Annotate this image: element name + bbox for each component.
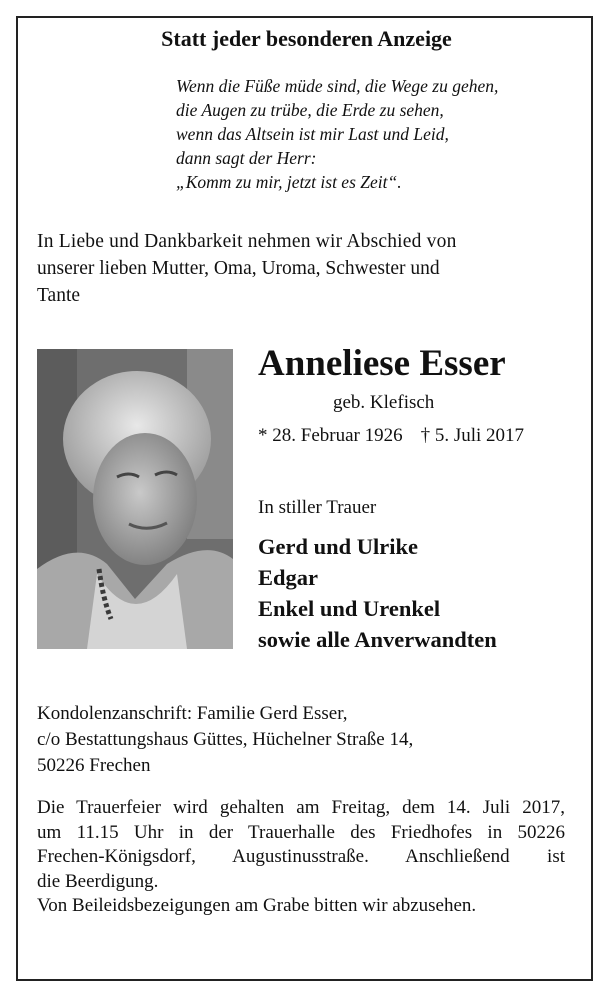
poem (176, 74, 498, 194)
funeral-line: um 11.15 Uhr in der Trauerhalle des Friedhofes in 50226 (37, 821, 565, 843)
maiden-name: geb. Klefisch (333, 392, 435, 413)
death-date: † 5. Juli 2017 (420, 425, 525, 446)
funeral-line: die Beerdigung. (37, 870, 159, 892)
mourner-line: Gerd und Ulrike (258, 534, 419, 559)
intro-line: In Liebe und Dankbarkeit nehmen wir Abschied von (37, 231, 457, 252)
poem-line: dann sagt der Herr: (176, 148, 317, 168)
funeral-details (37, 796, 565, 919)
poem-line: Wenn die Füße müde sind, die Wege zu gehen, (176, 76, 499, 96)
intro-line: Tante (37, 285, 81, 306)
life-dates (258, 425, 524, 447)
mourners-list (258, 531, 497, 655)
mourning-label: In stiller Trauer (258, 497, 377, 518)
portrait-illustration (37, 349, 233, 649)
mourner-line: Enkel und Urenkel (258, 596, 441, 621)
intro-text (37, 228, 565, 309)
poem-line: „Komm zu mir, jetzt ist es Zeit“. (176, 172, 402, 192)
address-line: c/o Bestattungshaus Güttes, Hüchelner Straße 14, (37, 729, 414, 750)
notice-heading: Statt jeder besonderen Anzeige (161, 26, 452, 51)
funeral-line: Die Trauerfeier wird gehalten am Freitag, dem 14. Juli 2017, (37, 797, 565, 818)
funeral-line: Von Beileidsbezeigungen am Grabe bitten wir abzusehen. (37, 895, 477, 916)
funeral-line: Frechen-Königsdorf, Augustinusstraße. Anschließend ist (37, 846, 565, 867)
portrait-photo (37, 349, 233, 649)
mourner-line: Edgar (258, 565, 319, 590)
intro-line: unserer lieben Mutter, Oma, Uroma, Schwester und (37, 258, 440, 279)
poem-line: wenn das Altsein ist mir Last und Leid, (176, 124, 449, 144)
mourner-line: sowie alle Anverwandten (258, 627, 497, 652)
birth-date: * 28. Februar 1926 (258, 425, 403, 446)
condolence-address (37, 701, 413, 779)
address-line: Kondolenzanschrift: Familie Gerd Esser, (37, 703, 348, 724)
address-line: 50226 Frechen (37, 755, 151, 776)
deceased-name: Anneliese Esser (258, 343, 506, 384)
poem-line: die Augen zu trübe, die Erde zu sehen, (176, 100, 444, 120)
